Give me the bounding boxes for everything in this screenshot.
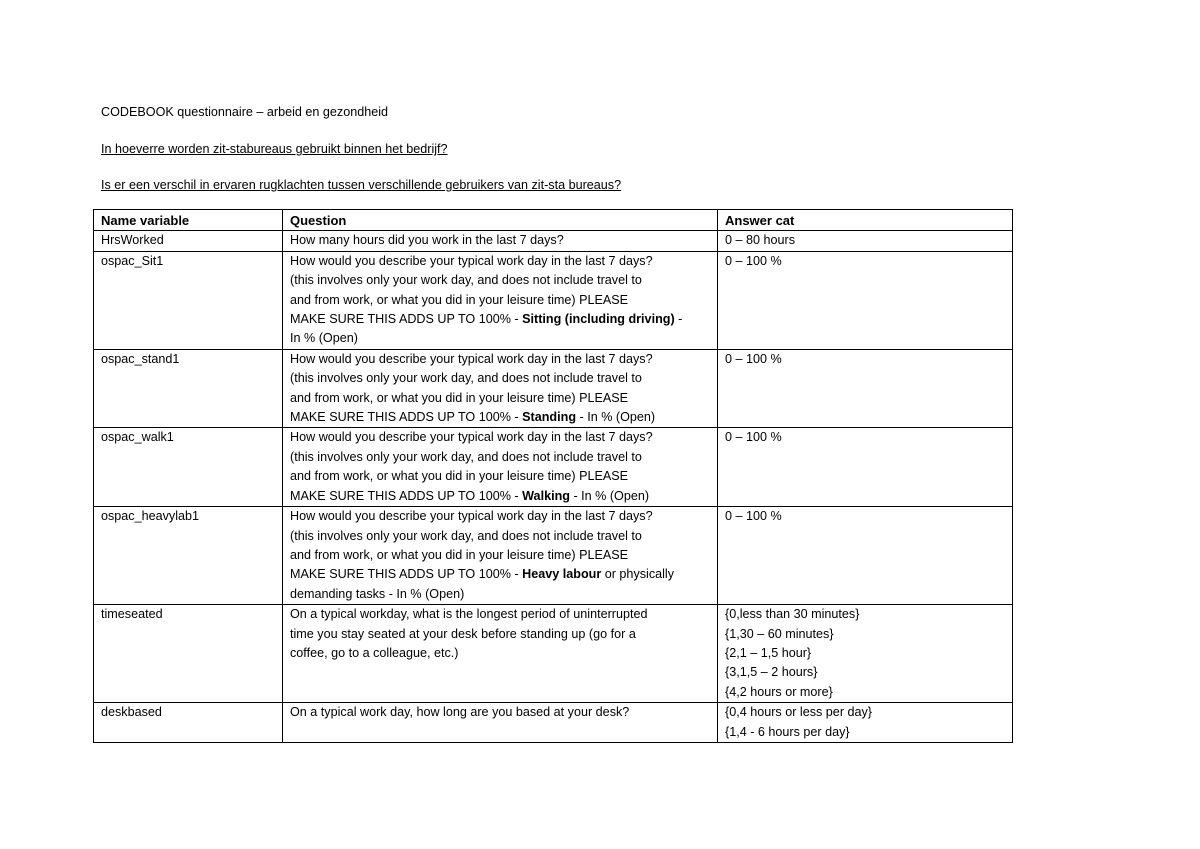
answer-cell: 0 – 100 % [718,251,1013,349]
answer-option: {4,2 hours or more} [725,684,833,699]
question-cell: How many hours did you work in the last 7 days? [283,231,718,251]
question-line: (this involves only your work day, and does not include travel to [290,371,642,386]
table-row [94,605,1013,703]
answer-option: {0,4 hours or less per day} [725,705,873,720]
table-row [94,507,1013,605]
question-text: MAKE SURE THIS ADDS UP TO 100% - [290,410,523,425]
question-line [290,310,711,329]
question-line [290,565,711,584]
question-line: and from work, or what you did in your leisure time) PLEASE [290,469,629,484]
answer-option: {3,1,5 – 2 hours} [725,665,818,680]
answer-cell: 0 – 100 % [718,507,1013,605]
answer-cell: 0 – 80 hours [718,231,1013,251]
question-cell [283,428,718,507]
header-name-variable: Name variable [94,210,283,231]
answer-cell [718,605,1013,703]
codebook-table [93,209,1013,743]
activity-emphasis: Heavy labour [522,567,602,582]
table-row [94,251,1013,349]
table-row [94,428,1013,507]
answer-cell: 0 – 100 % [718,428,1013,507]
variable-name-cell: ospac_heavylab1 [94,507,283,605]
question-line: How would you describe your typical work day in the last 7 days? [290,509,653,524]
answer-cell: 0 – 100 % [718,349,1013,428]
question-text: - In % (Open) [576,410,656,425]
variable-name-cell: timeseated [94,605,283,703]
question-cell: On a typical work day, how long are you based at your desk? [283,703,718,743]
variable-name-cell: ospac_walk1 [94,428,283,507]
question-line [290,487,711,506]
question-line: (this involves only your work day, and does not include travel to [290,449,642,464]
table-row [94,349,1013,428]
question-cell [283,507,718,605]
table-header-row [94,210,1013,231]
question-cell [283,251,718,349]
activity-emphasis: Standing [522,410,577,425]
question-text: MAKE SURE THIS ADDS UP TO 100% - [290,567,523,582]
answer-option: {0,less than 30 minutes} [725,607,860,622]
table-row [94,703,1013,743]
question-cell [283,605,718,703]
question-line: On a typical workday, what is the longest period of uninterrupted [290,607,648,622]
activity-emphasis: Sitting (including driving) [522,312,675,327]
answer-option: {2,1 – 1,5 hour} [725,645,812,660]
variable-name-cell: deskbased [94,703,283,743]
question-line: How would you describe your typical work day in the last 7 days? [290,253,653,268]
header-question: Question [283,210,718,231]
question-line: (this involves only your work day, and does not include travel to [290,273,642,288]
question-line: (this involves only your work day, and does not include travel to [290,528,642,543]
question-line: and from work, or what you did in your leisure time) PLEASE [290,292,629,307]
question-line: and from work, or what you did in your leisure time) PLEASE [290,547,629,562]
variable-name-cell: ospac_stand1 [94,349,283,428]
question-line: How would you describe your typical work day in the last 7 days? [290,351,653,366]
answer-cell [718,703,1013,743]
header-answer-cat: Answer cat [718,210,1013,231]
research-question-2: Is er een verschil in ervaren rugklachten tussen verschillende gebruikers van zit-sta bureaus? [101,178,622,192]
question-cell [283,349,718,428]
question-line: time you stay seated at your desk before standing up (go for a [290,626,636,641]
question-text: MAKE SURE THIS ADDS UP TO 100% - [290,488,523,503]
question-line: coffee, go to a colleague, etc.) [290,645,459,660]
research-question-1: In hoeverre worden zit-stabureaus gebruikt binnen het bedrijf? [101,142,448,156]
activity-emphasis: Walking [522,488,570,503]
answer-option: {1,30 – 60 minutes} [725,626,834,641]
variable-name-cell: HrsWorked [94,231,283,251]
question-text: - In % (Open) [569,488,650,503]
question-text: or physically [601,567,675,582]
answer-option: {1,4 - 6 hours per day} [725,724,850,739]
question-text: - [674,312,683,327]
variable-name-cell: ospac_Sit1 [94,251,283,349]
question-line: How would you describe your typical work day in the last 7 days? [290,430,653,445]
document-title: CODEBOOK questionnaire – arbeid en gezondheid [101,105,389,119]
question-line: and from work, or what you did in your leisure time) PLEASE [290,390,629,405]
question-line [290,408,711,427]
question-text: MAKE SURE THIS ADDS UP TO 100% - [290,312,523,327]
question-line: demanding tasks - In % (Open) [290,586,465,601]
question-line: In % (Open) [290,331,358,346]
table-row [94,231,1013,251]
